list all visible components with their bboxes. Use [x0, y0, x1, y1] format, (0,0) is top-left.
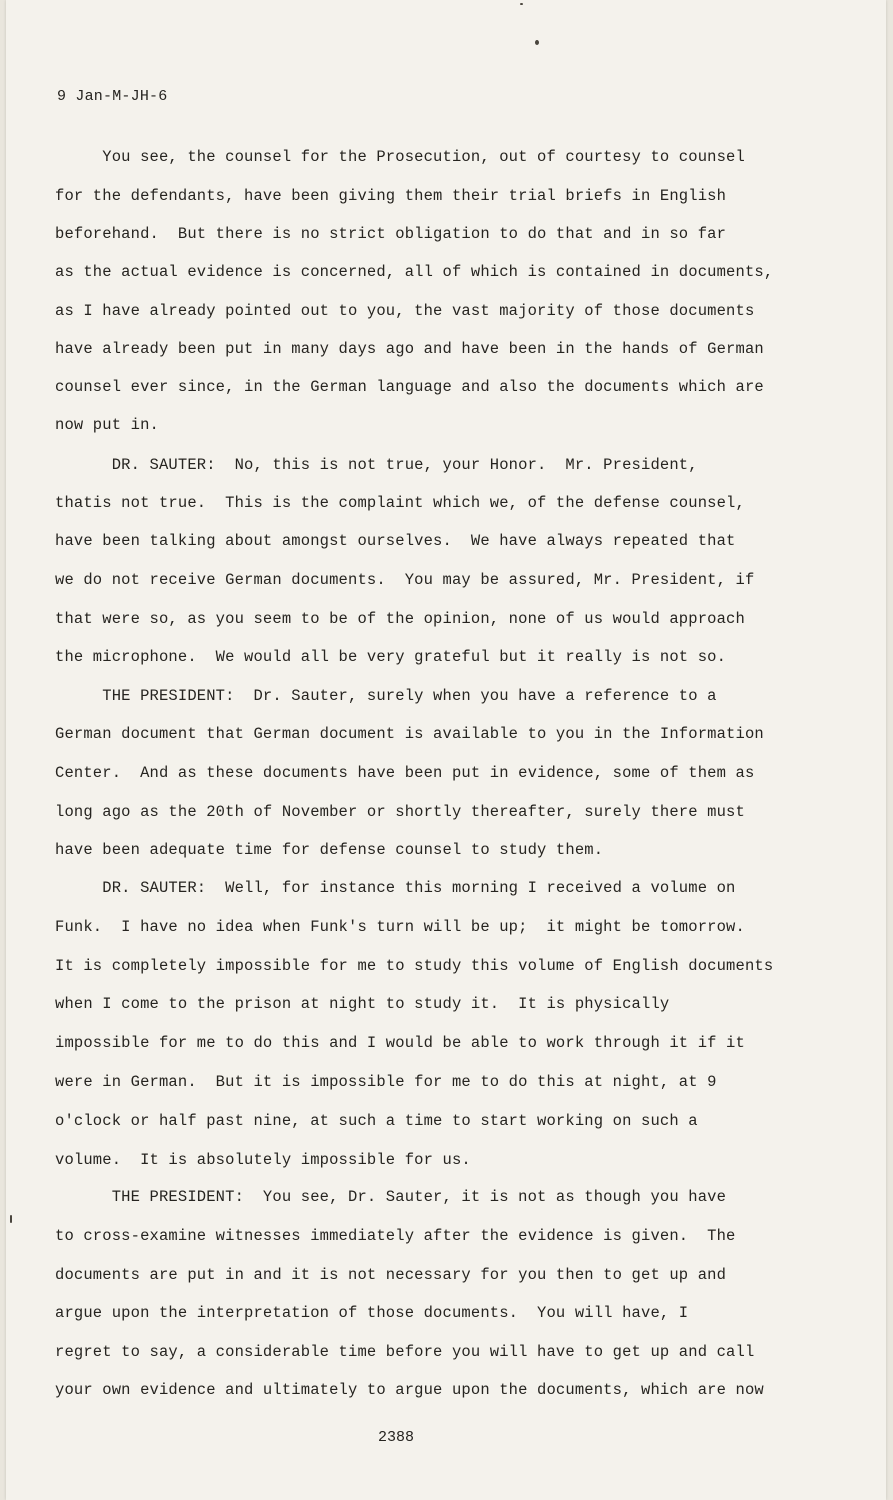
page-number: 2388 [378, 1429, 415, 1446]
transcript-line: German document that German document is available to you in the Information [55, 725, 764, 743]
transcript-line: as the actual evidence is concerned, all of which is contained in documents, [55, 263, 774, 281]
transcript-line: DR. SAUTER: Well, for instance this morning I received a volume on [55, 879, 736, 897]
transcript-line: the microphone. We would all be very grateful but it really is not so. [55, 648, 727, 666]
transcript-line: argue upon the interpretation of those documents. You will have, I [55, 1304, 689, 1322]
transcript-line: have already been put in many days ago and have been in the hands of German [55, 340, 764, 358]
transcript-line: You see, the counsel for the Prosecution, out of courtesy to counsel [55, 148, 745, 166]
transcript-line: have been adequate time for defense counsel to study them. [55, 841, 604, 859]
transcript-line: beforehand. But there is no strict obligation to do that and in so far [55, 225, 727, 243]
transcript-line: documents are put in and it is not necessary for you then to get up and [55, 1266, 727, 1284]
transcript-line: when I come to the prison at night to study it. It is physically [55, 995, 670, 1013]
transcript-line: were in German. But it is impossible for me to do this at night, at 9 [55, 1073, 717, 1091]
transcript-line: long ago as the 20th of November or shortly thereafter, surely there must [55, 803, 745, 821]
transcript-line: have been talking about amongst ourselves. We have always repeated that [55, 532, 736, 550]
transcript-line: Center. And as these documents have been put in evidence, some of them as [55, 764, 755, 782]
ink-speck [520, 3, 523, 5]
transcript-line: that were so, as you seem to be of the opinion, none of us would approach [55, 610, 745, 628]
transcript-line: DR. SAUTER: No, this is not true, your Honor. Mr. President, [55, 456, 698, 474]
transcript-line: Funk. I have no idea when Funk's turn will be up; it might be tomorrow. [55, 918, 745, 936]
transcript-line: as I have already pointed out to you, the vast majority of those documents [55, 302, 755, 320]
transcript-line: now put in. [55, 416, 159, 434]
transcript-line: for the defendants, have been giving them their trial briefs in English [55, 187, 727, 205]
transcript-line: we do not receive German documents. You may be assured, Mr. President, if [55, 571, 755, 589]
transcript-line: It is completely impossible for me to study this volume of English documents [55, 957, 774, 975]
document-reference-code: 9 Jan-M-JH-6 [57, 88, 168, 105]
ink-speck [10, 1215, 12, 1223]
transcript-line: thatis not true. This is the complaint which we, of the defense counsel, [55, 494, 745, 512]
transcript-line: regret to say, a considerable time before you will have to get up and call [55, 1343, 755, 1361]
transcript-line: volume. It is absolutely impossible for us. [55, 1151, 471, 1169]
document-page [6, 0, 886, 1500]
transcript-line: THE PRESIDENT: You see, Dr. Sauter, it is not as though you have [55, 1188, 727, 1206]
transcript-line: impossible for me to do this and I would be able to work through it if it [55, 1034, 745, 1052]
transcript-line: counsel ever since, in the German language and also the documents which are [55, 378, 764, 396]
transcript-line: THE PRESIDENT: Dr. Sauter, surely when you have a reference to a [55, 687, 717, 705]
transcript-line: your own evidence and ultimately to argue upon the documents, which are now [55, 1381, 764, 1399]
transcript-line: to cross-examine witnesses immediately after the evidence is given. The [55, 1227, 736, 1245]
transcript-line: o'clock or half past nine, at such a time to start working on such a [55, 1112, 698, 1130]
ink-speck [535, 40, 539, 45]
transcript-body [6, 0, 886, 1500]
